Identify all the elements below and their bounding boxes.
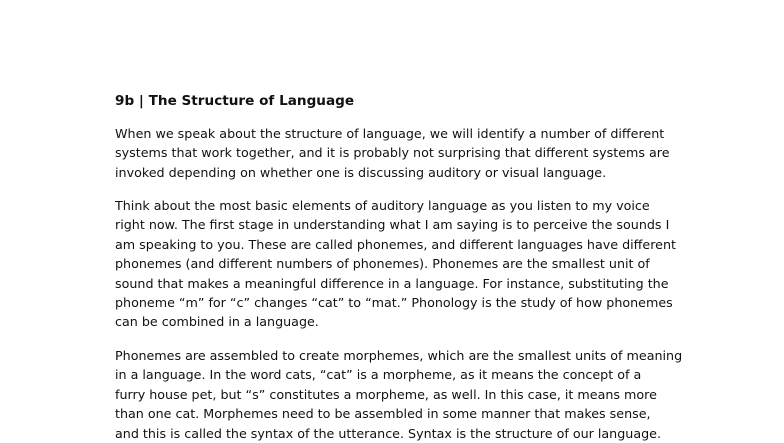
paragraph-line: Phonemes are assembled to create morphemes, which are the smallest units of meaning bbox=[115, 348, 683, 363]
paragraph-line: phonemes (and different numbers of phonemes). Phonemes are the smallest unit of bbox=[115, 256, 650, 272]
paragraph-morphemes bbox=[115, 346, 683, 443]
section-heading: 9b | The Structure of Language bbox=[115, 93, 355, 109]
paragraph-line: sound that makes a meaningful difference in a language. For instance, substituting the bbox=[115, 275, 669, 291]
paragraph-line: furry house pet, but “s” constitutes a morpheme, as well. In this case, it means more bbox=[115, 386, 657, 402]
paragraph-phonemes bbox=[115, 196, 675, 332]
paragraph-line: in a language. In the word cats, “cat” is a morpheme, as it means the concept of a bbox=[115, 367, 642, 383]
paragraph-line: phoneme “m” for “c” changes “cat” to “mat.” Phonology is the study of how phonemes bbox=[115, 295, 673, 311]
paragraph-line: than one cat. Morphemes need to be assembled in some manner that makes sense, bbox=[115, 406, 651, 422]
paragraph-line: When we speak about the structure of language, we will identify a number of different bbox=[115, 126, 665, 141]
paragraph-structure-intro bbox=[115, 124, 675, 182]
paragraph-line: Think about the most basic elements of auditory language as you listen to my voice bbox=[115, 198, 650, 213]
paragraph-line: systems that work together, and it is probably not surprising that different systems are bbox=[115, 145, 670, 161]
paragraph-line: can be combined in a language. bbox=[115, 314, 319, 330]
paragraph-line: right now. The first stage in understanding what I am saying is to perceive the sounds I bbox=[115, 217, 670, 233]
paragraph-line: invoked depending on whether one is discussing auditory or visual language. bbox=[115, 164, 607, 180]
paragraph-line: am speaking to you. These are called phonemes, and different languages have different bbox=[115, 236, 676, 252]
paragraph-line: and this is called the syntax of the utterance. Syntax is the structure of our language. bbox=[115, 425, 661, 441]
